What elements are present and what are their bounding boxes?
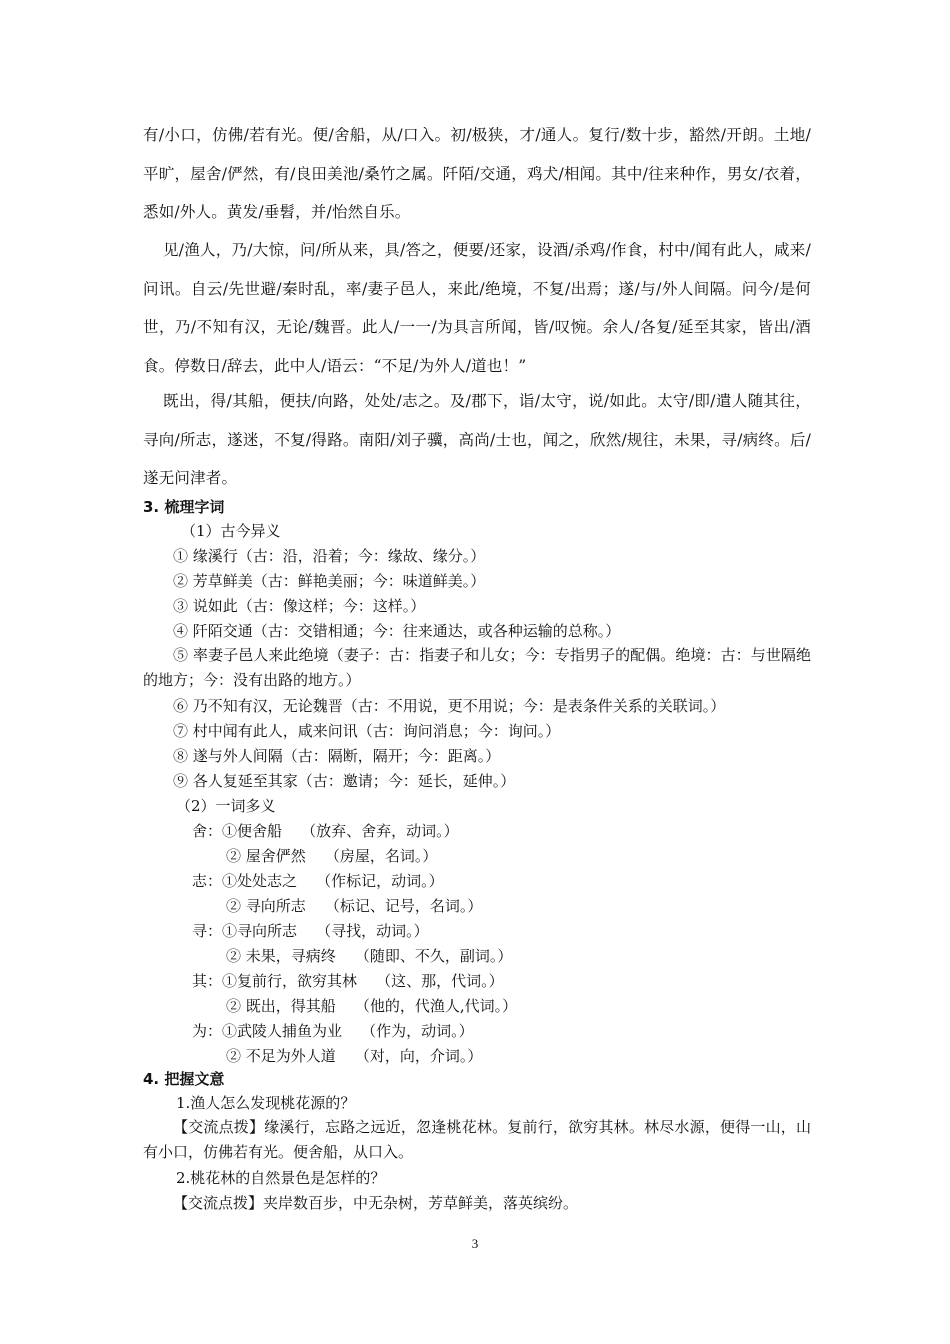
list-item: ② 既出，得其船 （他的，代渔人,代词。） [226,997,518,1015]
answer-1: 【交流点拨】缘溪行，忘路之远近，忽逢桃花林。复前行，欲穷其林。林尽水源，便得一山，山有小口，仿佛若有光。便舍船，从口入。 [143,1118,811,1161]
section-4-heading: 4. 把握文意 [143,1070,225,1088]
list-item: ② 不足为外人道 （对，向，介词。） [226,1047,483,1065]
list-item: 舍：①便舍船 （放弃、舍弃，动词。） [192,822,459,840]
list-item: 为：①武陵人捕鱼为业 （作为，动词。） [192,1022,474,1040]
list-item: ② 屋舍俨然 （房屋，名词。） [226,847,438,865]
page-number: 3 [471,1236,479,1251]
question-2: 2.桃花林的自然景色是怎样的？ [176,1169,386,1187]
section-3-subheading-1: （1）古今异义 [181,522,281,540]
list-item: ⑤ 率妻子邑人来此绝境（妻子：古：指妻子和儿女；今：专指男子的配偶。绝境：古：与世隔绝的地方；今：没有出路的地方。） [143,646,811,689]
answer-2: 【交流点拨】夹岸数百步，中无杂树，芳草鲜美，落英缤纷。 [173,1194,579,1212]
list-item: ② 寻向所志 （标记、记号，名词。） [226,897,483,915]
list-item: 寻：①寻向所志 （寻找，动词。） [192,922,429,940]
list-item: 其：①复前行，欲穷其林 （这、那，代词。） [192,972,504,990]
list-item: 志：①处处志之 （作标记，动词。） [192,872,444,890]
passage-paragraph-1: 有/小口，仿佛/若有光。便/舍船，从/口入。初/极狭，才/通人。复行/数十步，豁然/开朗。土地/平旷，屋舍/俨然，有/良田美池/桑竹之属。阡陌/交通，鸡犬/相闻。其中/往来种作，男女/衣着，悉如/外人。黄发/垂髫，并/怡然自乐。 [143,126,811,221]
section-3-heading: 3. 梳理字词 [143,498,225,516]
list-item: ③ 说如此（古：像这样；今：这样。） [173,597,426,615]
question-1: 1.渔人怎么发现桃花源的？ [176,1094,356,1112]
list-item: ⑦ 村中闻有此人，咸来问讯（古：询问消息；今：询问。） [173,722,561,740]
list-item: ⑨ 各人复延至其家（古：邀请；今：延长，延伸。） [173,772,516,790]
list-item: ⑧ 遂与外人间隔（古：隔断，隔开；今：距离。） [173,747,501,765]
list-item: ⑥ 乃不知有汉，无论魏晋（古：不用说，更不用说；今：是表条件关系的关联词。） [173,697,726,715]
list-item: ② 未果，寻病终 （随即、不久，副词。） [226,947,513,965]
list-item: ④ 阡陌交通（古：交错相通；今：往来通达，或各种运输的总称。） [173,622,621,640]
list-item: ② 芳草鲜美（古：鲜艳美丽；今：味道鲜美。） [173,572,486,590]
section-3-subheading-2: （2）一词多义 [176,797,276,815]
list-item: ① 缘溪行（古：沿，沿着；今：缘故、缘分。） [173,547,486,565]
passage-paragraph-2: 见/渔人，乃/大惊，问/所从来，具/答之，便要/还家，设酒/杀鸡/作食，村中/闻有此人，咸来/问讯。自云/先世避/秦时乱，率/妻子邑人，来此/绝境，不复/出焉；遂/与/外人间隔。问今/是何世，乃/不知有汉，无论/魏晋。此人/一一/为具言所闻，皆/叹惋。余人/各复/延至其家，皆出/酒食。停数日/辞去，此中人/语云：“不足/为外人/道也！” [143,241,811,375]
passage-paragraph-3: 既出，得/其船，便扶/向路，处处/志之。及/郡下，诣/太守，说/如此。太守/即/遣人随其往，寻向/所志，遂迷，不复/得路。南阳/刘子骥，高尚/士也，闻之，欣然/规往，未果，寻/病终。后/遂无问津者。 [143,392,811,487]
